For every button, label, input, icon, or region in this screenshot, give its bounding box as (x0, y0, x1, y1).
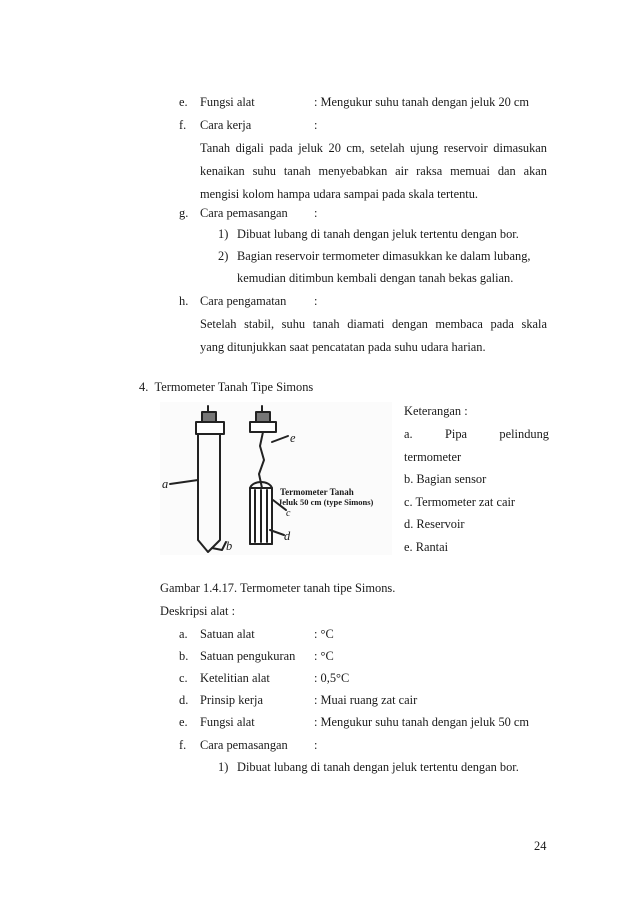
thermometer-figure (160, 402, 392, 555)
item-label: Fungsi alat (200, 715, 255, 729)
figure-inline-caption-2: Jeluk 50 cm (type Simons) (278, 497, 374, 507)
figure-label-b: b (226, 539, 233, 553)
figure-inline-caption-1: Termometer Tanah (280, 487, 354, 497)
figure-label-d: d (284, 529, 291, 543)
page-number: 24 (534, 839, 547, 853)
item-value: : (314, 294, 318, 308)
deskripsi-title: Deskripsi alat : (160, 604, 236, 618)
item-letter: d. (179, 693, 189, 707)
step-text: Dibuat lubang di tanah dengan jeluk tertentu dengan bor. (237, 227, 519, 241)
cara-kerja-line-3: mengisi kolom hampa udara sampai pada skala tertentu. (200, 187, 479, 201)
item-letter: a. (179, 627, 188, 641)
keterangan-a-word2: pelindung (499, 427, 549, 441)
item-value: : °C (314, 627, 334, 641)
item-value: : Mengukur suhu tanah dengan jeluk 50 cm (314, 715, 530, 729)
item-label: Satuan alat (200, 627, 255, 641)
cara-kerja-line-2: kenaikan suhu tanah menyebabkan air raksa memuai dan akan (200, 164, 547, 178)
section-heading: 4. Termometer Tanah Tipe Simons (139, 380, 314, 394)
item-value: : 0,5°C (314, 671, 350, 685)
item-label: Cara kerja (200, 118, 252, 132)
step-number: 1) (218, 760, 229, 774)
pemasangan-step-2-cont: kemudian ditimbun kembali dengan tanah bekas galian. (237, 271, 514, 285)
item-label: Cara pengamatan (200, 294, 287, 308)
item-value: : (314, 206, 318, 220)
item-value: : (314, 738, 318, 752)
keterangan-c: c. Termometer zat cair (404, 495, 516, 509)
keterangan-d: d. Reservoir (404, 517, 465, 531)
item-value: : Mengukur suhu tanah dengan jeluk 20 cm (314, 95, 530, 109)
item-letter: f. (179, 118, 187, 132)
keterangan-title: Keterangan : (404, 404, 468, 418)
step-text: Dibuat lubang di tanah dengan jeluk tertentu dengan bor. (237, 760, 519, 774)
item-label: Ketelitian alat (200, 671, 270, 685)
pengamatan-line-2: yang ditunjukkan saat pencatatan pada suhu udara harian. (200, 340, 486, 354)
item-letter: e. (179, 95, 188, 109)
step-number: 2) (218, 249, 229, 263)
item-label: Fungsi alat (200, 95, 255, 109)
cara-kerja-line-1: Tanah digali pada jeluk 20 cm, setelah ujung reservoir dimasukan (200, 141, 547, 155)
pengamatan-line-1: Setelah stabil, suhu tanah diamati dengan membaca pada skala (200, 317, 547, 331)
item-letter: e. (179, 715, 188, 729)
item-label: Prinsip kerja (200, 693, 263, 707)
figure-label-c: c (286, 508, 291, 519)
item-letter: g. (179, 206, 189, 220)
item-value: : (314, 118, 318, 132)
item-letter: c. (179, 671, 188, 685)
keterangan-a-cont: termometer (404, 450, 462, 464)
item-label: Cara pemasangan (200, 206, 288, 220)
item-label: Cara pemasangan (200, 738, 288, 752)
keterangan-a-letter: a. (404, 427, 413, 441)
item-label: Satuan pengukuran (200, 649, 296, 663)
figure-label-e: e (290, 431, 296, 445)
item-letter: h. (179, 294, 189, 308)
figure-label-a: a (162, 477, 169, 491)
step-text: Bagian reservoir termometer dimasukkan ke dalam lubang, (237, 249, 531, 263)
keterangan-a (404, 426, 549, 442)
item-value: : °C (314, 649, 334, 663)
keterangan-a-word1: Pipa (445, 427, 468, 441)
step-number: 1) (218, 227, 229, 241)
item-letter: b. (179, 649, 189, 663)
keterangan-b: b. Bagian sensor (404, 472, 487, 486)
item-letter: f. (179, 738, 187, 752)
item-value: : Muai ruang zat cair (314, 693, 418, 707)
figure-caption: Gambar 1.4.17. Termometer tanah tipe Simons. (160, 581, 396, 595)
keterangan-e: e. Rantai (404, 540, 449, 554)
